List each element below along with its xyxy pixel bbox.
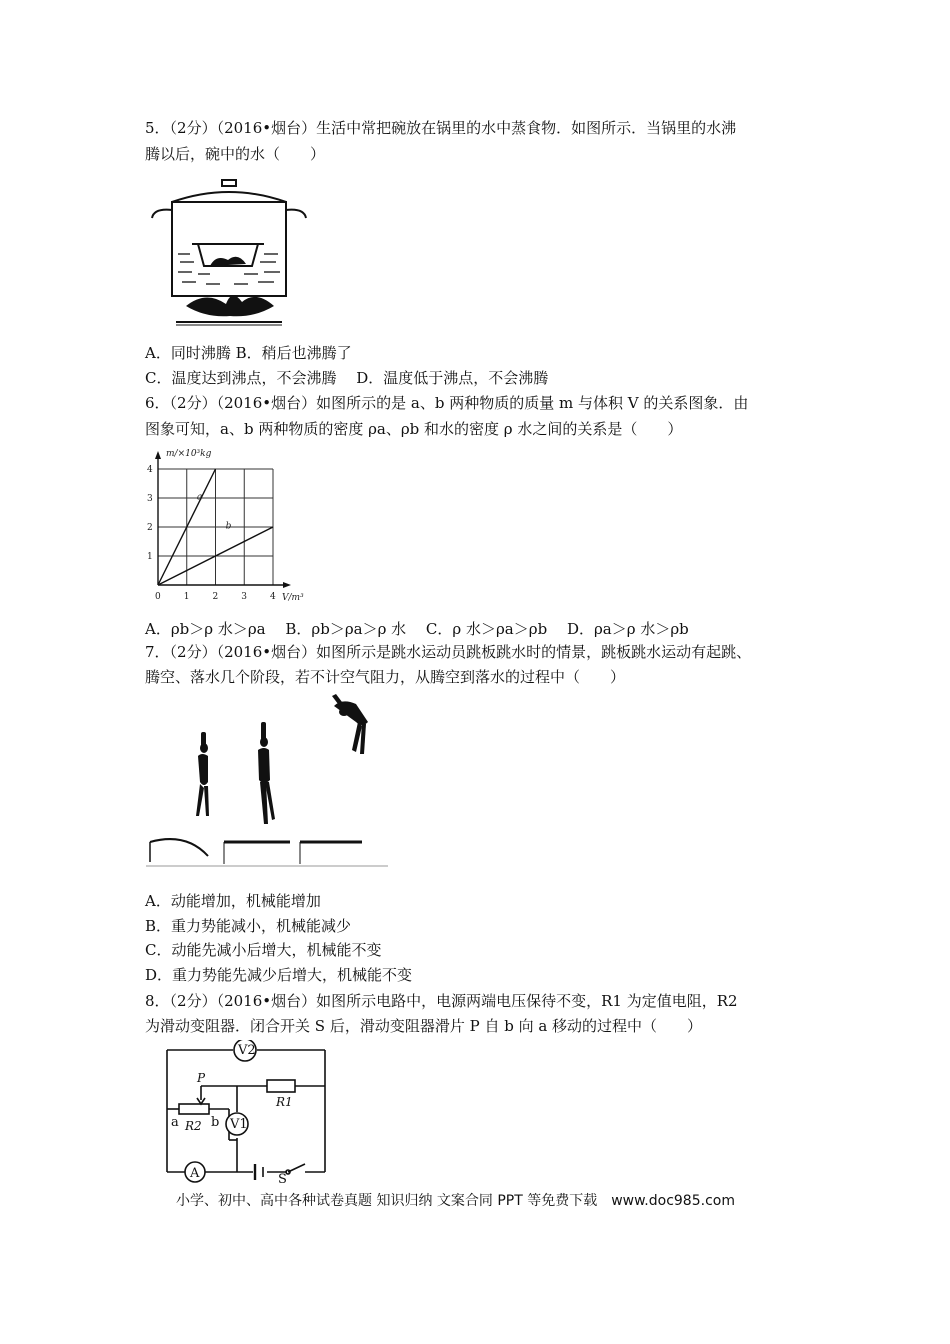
p-label: P [197,1071,206,1085]
x-tick-label: 3 [241,592,247,602]
y-tick-label: 3 [147,494,153,504]
chart-xlabel: V/m³ [282,593,304,603]
q7-option-d: D．重力势能先减少后增大，机械能不变 [145,966,413,984]
y-axis-arrow [155,451,161,459]
y-tick-label: 1 [147,552,153,562]
r1-label: R1 [276,1095,293,1109]
q6-stem-line1: 6．（2分）（2016•烟台）如图所示的是 a、b 两种物质的质量 m 与体积 V 的关系图象．由 [145,394,749,412]
x-tick-label: 4 [270,592,276,602]
q6-options: A．ρb＞ρ 水＞ρa B．ρb＞ρa＞ρ 水 C．ρ 水＞ρa＞ρb D．ρa＞ρ 水＞ρb [145,620,689,638]
q7-option-c: C．动能先减小后增大，机械能不变 [145,941,382,959]
series-label-a: a [196,492,203,503]
steaming-pot-icon [146,178,311,328]
x-tick-label: 1 [183,592,190,602]
q5-stem-line1: 5．（2分）（2016•烟台）生活中常把碗放在锅里的水中蒸食物．如图所示．当锅里的水沸 [145,119,737,137]
y-tick-label: 4 [147,465,153,475]
r2-label: R2 [185,1119,202,1133]
chart-ylabel: m/×10³kg [166,449,212,459]
mass-volume-chart [142,444,317,614]
v1-label: V1 [230,1117,248,1132]
a-label: a [171,1115,179,1130]
x-tick-label: 2 [212,592,219,602]
q5-stem-line2: 腾以后，碗中的水（ ） [145,145,326,163]
x-axis-arrow [283,582,291,588]
circuit-diagram [145,1040,335,1185]
ammeter-label: A [190,1166,200,1181]
q5-option-ab: A．同时沸腾 B．稍后也沸腾了 [145,344,352,362]
y-tick-label: 2 [147,523,153,533]
footer-text: 小学、初中、高中各种试卷真题 知识归纳 文案合同 PPT 等免费下载 www.doc985.com [176,1193,735,1209]
diver-sequence-icon [146,692,391,877]
q5-option-cd: C．温度达到沸点，不会沸腾 D．温度低于沸点，不会沸腾 [145,369,549,387]
q8-stem-line2: 为滑动变阻器．闭合开关 S 后，滑动变阻器滑片 P 自 b 向 a 移动的过程中（ ） [145,1017,703,1035]
q7-option-a: A．动能增加，机械能增加 [145,892,321,910]
v2-label: V2 [238,1043,256,1058]
q7-stem-line2: 腾空、落水几个阶段，若不计空气阻力，从腾空到落水的过程中（ ） [145,668,626,686]
q7-stem-line1: 7．（2分）（2016•烟台）如图所示是跳水运动员跳板跳水时的情景，跳板跳水运动有起跳、 [145,643,752,661]
series-label-b: b [225,521,232,532]
s-label: S [278,1172,287,1185]
q8-stem-line1: 8．（2分）（2016•烟台）如图所示电路中，电源两端电压保待不变，R1 为定值电阻，R2 [145,992,738,1010]
x-tick-label: 0 [155,592,161,602]
b-label: b [211,1115,220,1130]
q6-stem-line2: 图象可知，a、b 两种物质的密度 ρa、ρb 和水的密度 ρ 水之间的关系是（ ） [145,420,683,438]
q7-option-b: B．重力势能减小，机械能减少 [145,917,352,935]
